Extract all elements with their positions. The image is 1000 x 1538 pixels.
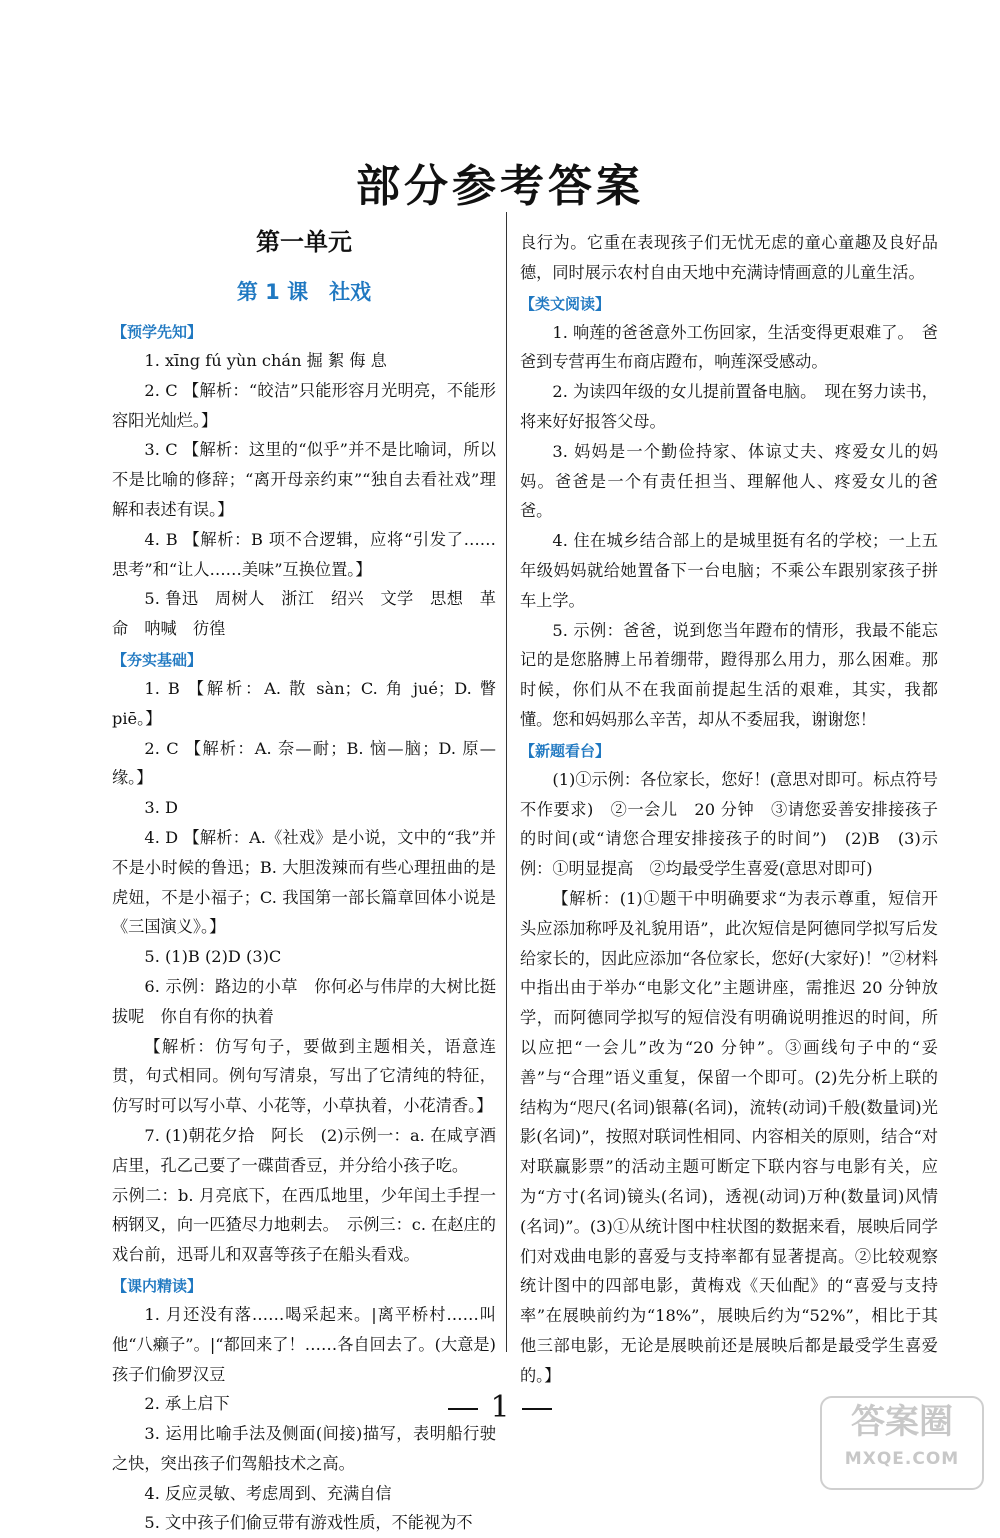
answer-analysis: 【解析：(1)①题干中明确要求“为表示尊重，短信开头应添加称呼及礼貌用语”，此次短信是阿德同学拟写后发给家长的，因此应添加“各位家长，您好(大家好)！”②材料中指出由于举办“电影文化”主题讲座，需推迟 20 分钟放学，而阿德同学拟写的短信没有明确说明推迟的时间，所以应把“一会儿”改为“20 分钟”。③画线句子中的“妥善”与“合理”语义重复，保留一个即可。(2)先分析上联的结构为“咫尺(名词)银幕(名词)，流转(动词)千般(数量词)光影(名词)”，按照对联词性相同、内容相关的原则，结合“对对联赢影票”的活动主题可断定下联内容与电影有关，应为“方寸(名词)镜头(名词)，透视(动词)万种(数量词)风情(名词)”。(3)①从统计图中柱状图的数据来看，展映后同学们对戏曲电影的喜爱与支持率都有显著提高。②比较观察统计图中的四部电影，黄梅戏《天仙配》的“喜爱与支持率”在展映前约为“18%”，展映后约为“52%”，相比于其他三部电影，无论是展映前还是展映后都是最受学生喜爱的。】 [520,888,938,1385]
unit-title: 第一单元 [256,228,352,256]
column-divider [506,212,507,1352]
answer-analysis: 【解析：仿写句子，要做到主题相关，语意连贯，句式相同。例句写清泉，写出了它清纯的特征，仿写时可以写小草、小花等，小草执着，小花清香。】 [112,1036,496,1116]
lesson-title: 第 1 课 社戏 [236,280,372,304]
answer-item: 3. 运用比喻手法及侧面(间接)描写，表明船行驶之快，突出孩子们驾船技术之高。 [112,1424,496,1473]
answer-item: 4. 住在城乡结合部上的是城里挺有名的学校；一上五年级妈妈就给她置备下一台电脑；不乘公车跟别家孩子拼车上学。 [520,531,938,610]
watermark-text: 答案圈 [851,1402,953,1442]
answer-item: 2. 承上启下 [144,1394,230,1414]
watermark-url: MXQE.COM [844,1449,960,1469]
section-heading-close-reading: 【课内精读】 [112,1276,203,1295]
answer-item: 4. D 【解析：A.《社戏》是小说，文中的“我”并不是小时候的鲁迅；B. 大胆泼辣而有些心理扭曲的是虎妞，不是小福子；C. 我国第一部长篇章回体小说是《三国演义》。】 [112,827,496,937]
answer-item: 7. (1)朝花夕拾 阿长 (2)示例一：a. 在咸亨酒店里，孔乙己要了一碟茴香豆，并分给小孩子吃。 [112,1125,496,1175]
answer-item: 4. 反应灵敏、考虑周到、充满自信 [144,1483,392,1503]
answer-item: 5. 示例：爸爸，说到您当年蹬布的情形，我最不能忘记的是您胳膊上吊着绷带，蹬得那么用力，那么困难。那时候，你们从不在我面前提起生活的艰难，其实，我都懂。您和妈妈那么辛苦，却从不委屈我，谢谢您！ [520,620,938,729]
answer-item: 4. B 【解析：B 项不合逻辑，应将“引发了……思考”和“让人……美味”互换位置。】 [112,529,496,579]
right-column [520,228,938,1390]
answer-item: 6. 示例：路边的小草 你何必与伟岸的大树比挺拔呢 你自有你的执着 [112,976,496,1026]
section-heading-preview: 【预学先知】 [112,323,203,341]
answer-item: 2. C 【解析：“皎洁”只能形容月光明亮，不能形容阳光灿烂。】 [112,380,496,430]
answer-item: 5. (1)B (2)D (3)C [144,947,282,967]
page-number: 1 [490,1390,510,1425]
answer-item: 5. 鲁迅 周树人 浙江 绍兴 文学 思想 革命 呐喊 彷徨 [112,589,496,639]
section-heading-similar-reading: 【类文阅读】 [520,294,611,313]
page-number-dash-right [522,1408,552,1410]
answer-item: 5. 文中孩子们偷豆带有游戏性质，不能视为不 [144,1513,473,1533]
answer-item: 3. D [144,798,178,818]
answer-continuation: 良行为。它重在表现孩子们无忧无虑的童心童趣及良好品德，同时展示农村自由天地中充满诗情画意的儿童生活。 [520,233,938,282]
answer-item: 1. xīng fú yùn chán 掘 絮 侮 息 [144,351,387,370]
answer-item: 3. 妈妈是一个勤俭持家、体谅丈夫、疼爱女儿的妈妈。爸爸是一个有责任担当、理解他人、疼爱女儿的爸爸。 [520,441,938,521]
watermark-logo [820,1396,984,1490]
answer-item: 示例二：b. 月亮底下，在西瓜地里，少年闰土手捏一柄钢叉，向一匹猹尽力地刺去。 示例三：c. 在赵庄的戏台前，迅哥儿和双喜等孩子在船头看戏。 [112,1185,496,1265]
page-title: 部分参考答案 [356,161,644,212]
section-heading-basics: 【夯实基础】 [112,650,203,669]
answer-item: 1. 响莲的爸爸意外工伤回家，生活变得更艰难了。 爸爸到专营再生布商店蹬布，响莲深受感动。 [520,322,938,372]
answer-item: (1)①示例：各位家长，您好！(意思对即可。标点符号不作要求) ②一会儿 20 分钟 ③请您妥善安排接孩子的时间(或“请您合理安排接孩子的时间”) (2)B (3)示例：①明显提高 ②均最受学生喜爱(意思对即可) [520,769,938,879]
answer-item: 1. 月还没有落……喝采起来。|离平桥村……叫他“八癞子”。|“都回来了！……各自回去了。(大意是)孩子们偷罗汉豆 [112,1304,496,1384]
answer-item: 1. B 【解析：A. 散 sàn；C. 角 jué；D. 瞥 piē。】 [112,678,496,728]
answer-item: 2. 为读四年级的女儿提前置备电脑。 现在努力读书，将来好好报答父母。 [520,382,938,431]
left-column [112,218,496,1538]
answer-item: 2. C 【解析：A. 奈—耐；B. 恼—脑；D. 原—缘。】 [112,738,496,788]
answer-item: 3. C 【解析：这里的“似乎”并不是比喻词，所以不是比喻的修辞；“离开母亲约束”“独自去看社戏”理解和表述有误。】 [112,440,496,519]
section-heading-new-questions: 【新题看台】 [520,741,611,760]
